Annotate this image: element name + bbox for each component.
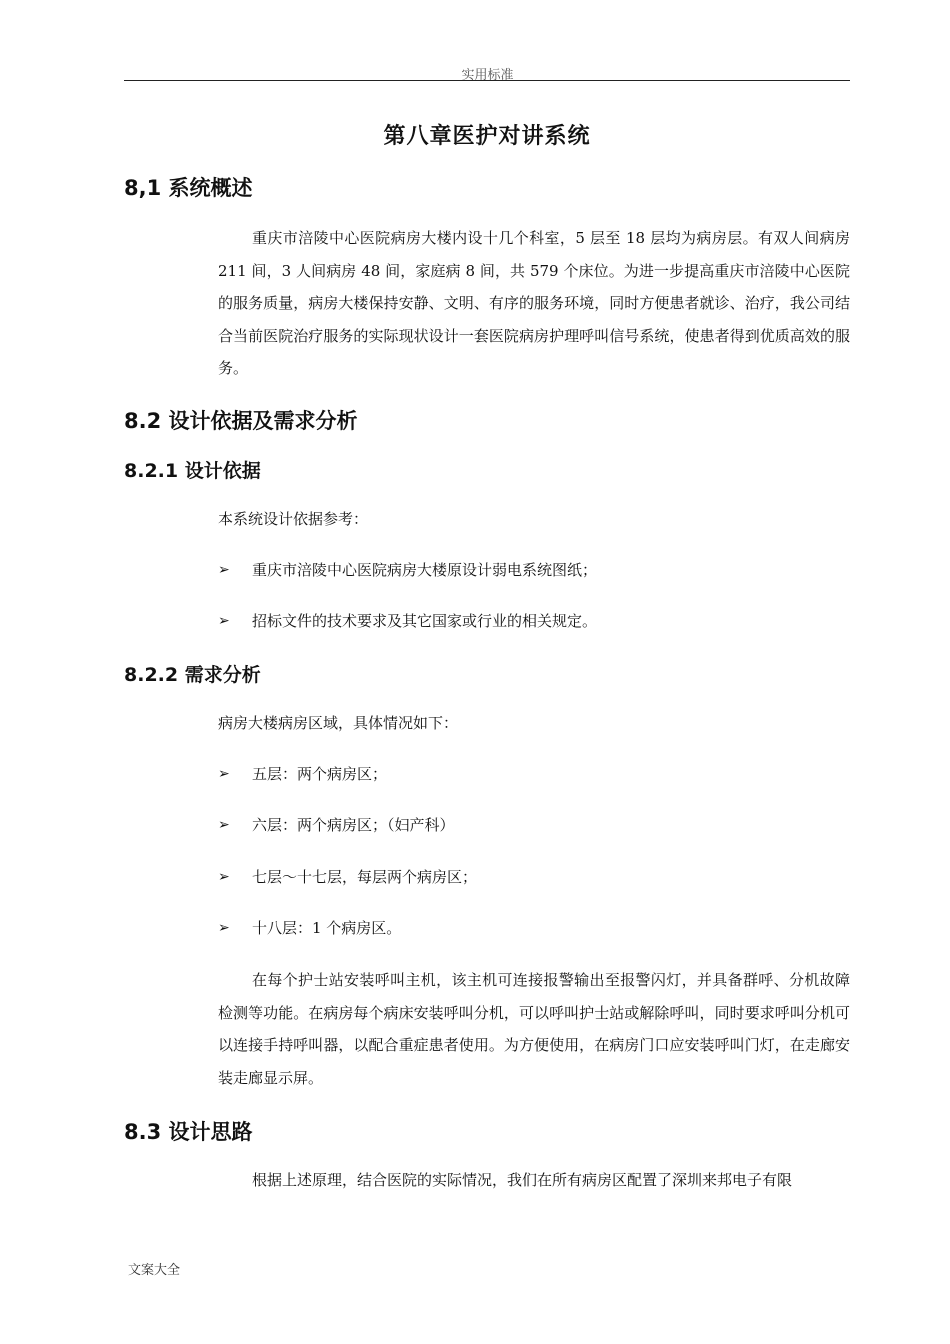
section-8-1-paragraph: 重庆市涪陵中心医院病房大楼内设十几个科室，5 层至 18 层均为病房层。有双人间病房 211 间，3 人间病房 48 间，家庭病 8 间，共 579 个床位。为进一步提高重庆市涪陵中心医院的服务质量，病房大楼保持安静、文明、有序的服务环境，同时方便患者就诊、治疗，我公司结合当前医院治疗服务的实际现状设计一套医院病房护理呼叫信号系统，使患者得到优质高效的服务。 [218, 229, 850, 378]
chapter-title: 第八章医护对讲系统 [383, 124, 591, 149]
arrow-bullet-icon: ➢ [218, 920, 230, 936]
section-8-3-paragraph: 根据上述原理，结合医院的实际情况，我们在所有病房区配置了深圳来邦电子有限 [252, 1171, 793, 1189]
section-8-2-2-paragraph: 在每个护士站安装呼叫主机，该主机可连接报警输出至报警闪灯，并具备群呼、分机故障检测等功能。在病房每个病床安装呼叫分机，可以呼叫护士站或解除呼叫，同时要求呼叫分机可以连接手持呼叫器，以配合重症患者使用。为方便使用，在病房门口应安装呼叫门灯，在走廊安装走廊显示屏。 [218, 971, 850, 1087]
list-item-text: 招标文件的技术要求及其它国家或行业的相关规定。 [252, 612, 598, 630]
list-item [218, 918, 401, 938]
arrow-bullet-icon: ➢ [218, 817, 230, 833]
list-item [218, 867, 477, 887]
section-heading-8-2-2: 8.2.2 需求分析 [124, 664, 261, 686]
section-heading-8-3: 8.3 设计思路 [124, 1120, 253, 1144]
arrow-bullet-icon: ➢ [218, 562, 230, 578]
section-heading-8-2-1: 8.2.1 设计依据 [124, 460, 261, 482]
header-divider [124, 80, 850, 81]
section-8-2-2-intro: 病房大楼病房区域，具体情况如下： [218, 714, 459, 732]
page-header: 实用标准 [461, 68, 514, 83]
list-item-text: 重庆市涪陵中心医院病房大楼原设计弱电系统图纸； [252, 561, 598, 579]
list-item-text: 六层：两个病房区；（妇产科） [252, 816, 455, 834]
page-footer: 文案大全 [128, 1263, 181, 1278]
section-8-2-1-intro: 本系统设计依据参考： [218, 510, 369, 528]
list-item [218, 560, 597, 580]
section-heading-8-1: 8,1 系统概述 [124, 176, 253, 200]
arrow-bullet-icon: ➢ [218, 869, 230, 885]
list-item-text: 十八层：1 个病房区。 [252, 919, 402, 937]
list-item [218, 611, 597, 631]
list-item-text: 五层：两个病房区； [252, 765, 388, 783]
list-item [218, 764, 387, 784]
arrow-bullet-icon: ➢ [218, 613, 230, 629]
section-heading-8-2: 8.2 设计依据及需求分析 [124, 409, 358, 433]
arrow-bullet-icon: ➢ [218, 766, 230, 782]
list-item [218, 815, 455, 835]
list-item-text: 七层～十七层，每层两个病房区； [252, 868, 478, 886]
